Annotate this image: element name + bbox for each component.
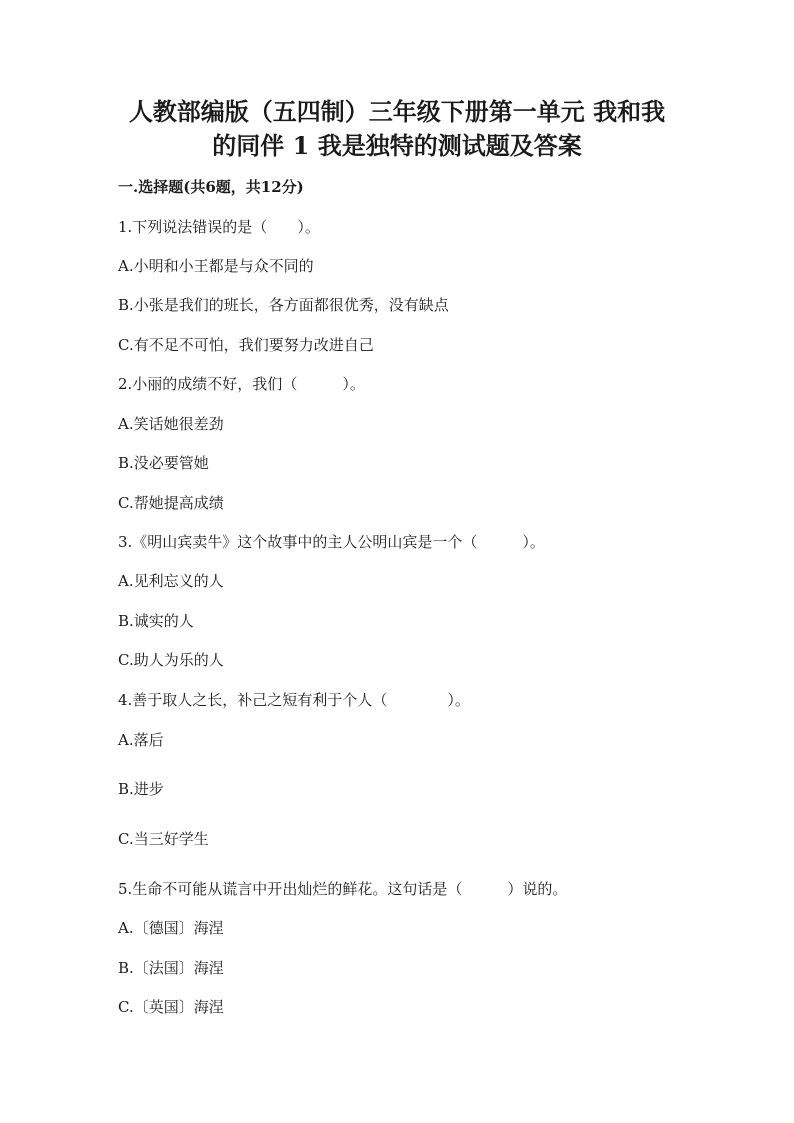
question-5-option-b: B.〔法国〕海涅	[118, 959, 224, 977]
question-3-option-c: C.助人为乐的人	[118, 651, 224, 669]
question-3-option-a: A.见利忘义的人	[118, 572, 224, 590]
document-title-line-1: 人教部编版（五四制）三年级下册第一单元 我和我	[128, 97, 666, 126]
question-4-option-a: A.落后	[118, 731, 164, 749]
question-4-option-b: B.进步	[118, 780, 164, 798]
question-5-option-c: C.〔英国〕海涅	[118, 998, 224, 1016]
document-title-line-2: 的同伴 1 我是独特的测试题及答案	[212, 131, 582, 160]
question-1-option-a: A.小明和小王都是与众不同的	[118, 257, 314, 275]
question-5-stem: 5.生命不可能从谎言中开出灿烂的鲜花。这句话是（ ）说的。	[118, 880, 568, 898]
question-1-option-b: B.小张是我们的班长，各方面都很优秀，没有缺点	[118, 296, 449, 314]
question-3-option-b: B.诚实的人	[118, 612, 194, 630]
question-3-stem: 3.《明山宾卖牛》这个故事中的主人公明山宾是一个（ ）。	[118, 533, 545, 551]
question-2-option-c: C.帮她提高成绩	[118, 494, 224, 512]
section-heading: 一.选择题(共6题，共12分)	[118, 178, 304, 196]
question-2-option-b: B.没必要管她	[118, 454, 209, 472]
question-1-option-c: C.有不足不可怕，我们要努力改进自己	[118, 336, 374, 354]
question-5-option-a: A.〔德国〕海涅	[118, 919, 224, 937]
question-4-option-c: C.当三好学生	[118, 830, 209, 848]
question-2-option-a: A.笑话她很差劲	[118, 415, 224, 433]
question-4-stem: 4.善于取人之长，补己之短有利于个人（ ）。	[118, 691, 470, 709]
question-2-stem: 2.小丽的成绩不好，我们（ ）。	[118, 375, 365, 393]
question-1-stem: 1.下列说法错误的是（ ）。	[118, 218, 320, 236]
